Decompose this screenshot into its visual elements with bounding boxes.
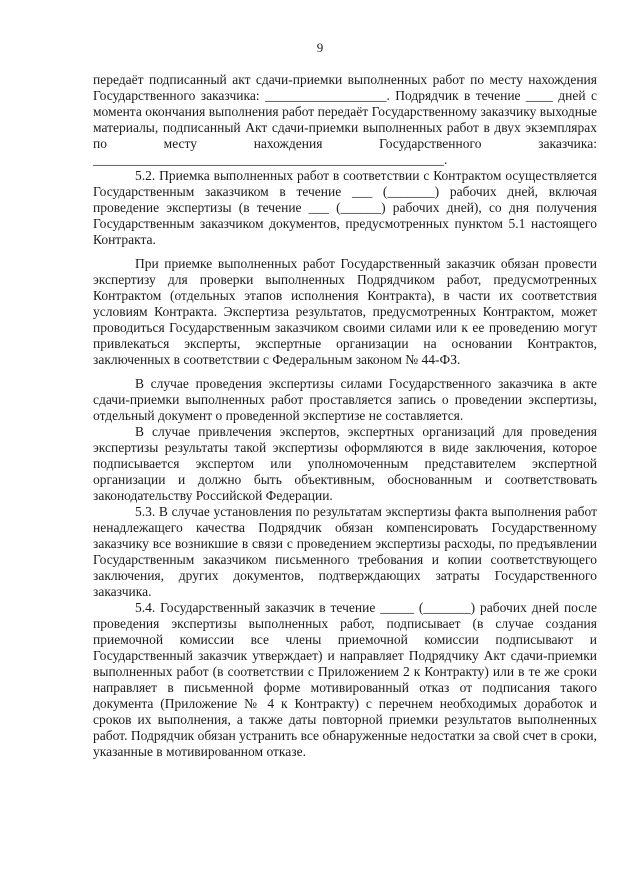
paragraph-5-2-acceptance: 5.2. Приемка выполненных работ в соответствии с Контрактом осуществляется Государственным заказчиком в течение ___ (_______) рабочих дней, включая проведение экспертизы (в течение ___ (______) рабочих дней), со дня получения Государственным заказчиком документов, предусмотренных пунктом 5.1 настоящего Контракта. xyxy=(93,168,597,247)
paragraph-external-experts: В случае привлечения экспертов, экспертных организаций для проведения экспертизы результаты такой экспертизы оформляются в виде заключения, которое подписывается экспертом или уполномоченным представителем экспертной организации и должно быть объективным, обоснованным и соответствовать законодательству Российской Федерации. xyxy=(93,424,597,503)
paragraph-delivery-transfer: передаёт подписанный акт сдачи-приемки выполненных работ по месту нахождения Государственного заказчика: __________________. Подрядчик в течение ____ дней с момента окончания выполнения работ передаёт Государственному заказчику выходные материалы, подписанный Акт сдачи-приемки выполненных работ в двух экземплярах по месту нахождения Государственного заказчика: ____________________________________________________. xyxy=(93,72,597,167)
paragraph-5-3-compensation: 5.3. В случае установления по результатам экспертизы факта выполнения работ ненадлежащего качества Подрядчик обязан компенсировать Государственному заказчику все возникшие в связи с проведением экспертизы расходы, по предъявлении Государственным заказчиком письменного требования и копии соответствующего заключения, других документов, подтверждающих затраты Государственного заказчика. xyxy=(93,504,597,599)
paragraph-own-expertise: В случае проведения экспертизы силами Государственного заказчика в акте сдачи-приемки выполненных работ проставляется запись о проведении экспертизы, отдельный документ о проведенной экспертизе не составляется. xyxy=(93,376,597,423)
paragraph-expertise-obligation: При приемке выполненных работ Государственный заказчик обязан провести экспертизу для проверки выполненных Подрядчиком работ, предусмотренных Контрактом (отдельных этапов исполнения Контракта), в части их соответствия условиям Контракта. Экспертиза результатов, предусмотренных Контрактом, может проводиться Государственным заказчиком своими силами или к ее проведению могут привлекаться эксперты, экспертные организации на основании Контрактов, заключенных в соответствии с Федеральным законом № 44-ФЗ. xyxy=(93,256,597,367)
page-number: 9 xyxy=(316,40,324,55)
contract-body xyxy=(93,72,597,760)
paragraph-5-4-signing: 5.4. Государственный заказчик в течение _____ (_______) рабочих дней после проведения экспертизы выполненных работ, подписывает (в случае создания приемочной комиссии все члены приемочной комиссии подписывают и Государственный заказчик утверждает) и направляет Подрядчику Акт сдачи-приемки выполненных работ (в соответствии с Приложением 2 к Контракту) или в те же сроки направляет в письменной форме мотивированный отказ от подписания такого документа (Приложение № 4 к Контракту) с перечнем необходимых доработок и сроков их выполнения, а также даты повторной приемки результатов выполненных работ. Подрядчик обязан устранить все обнаруженные недостатки за свой счет в сроки, указанные в мотивированном отказе. xyxy=(93,600,597,759)
